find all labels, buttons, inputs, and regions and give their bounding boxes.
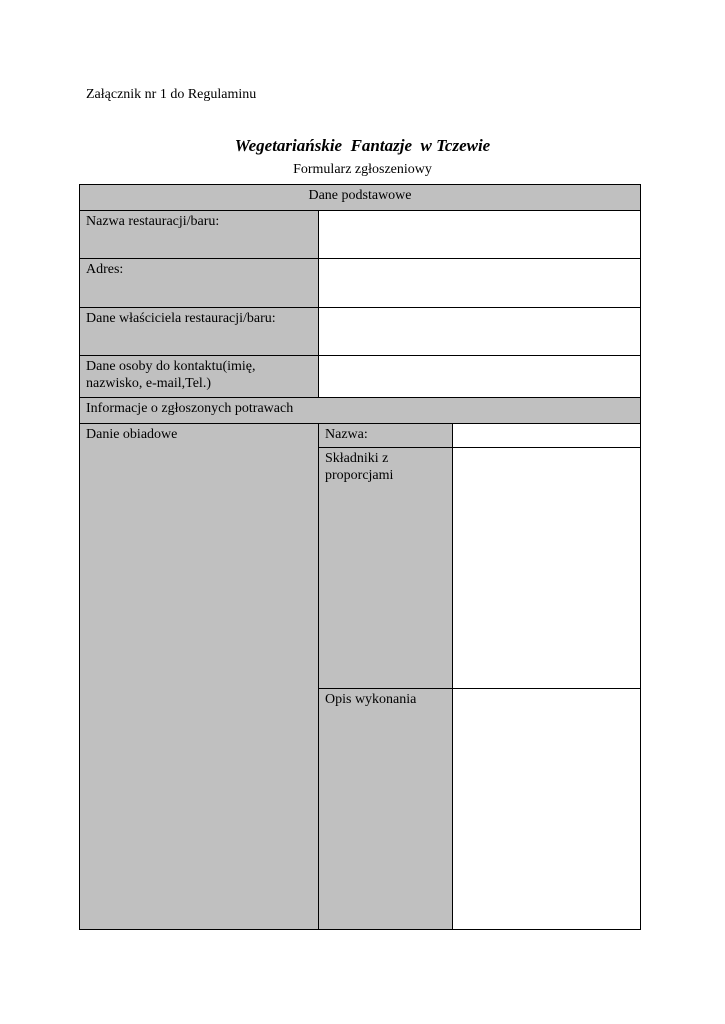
preparation-label: Opis wykonania xyxy=(318,688,453,930)
ingredients-label: Składniki z proporcjami xyxy=(318,447,453,689)
preparation-field[interactable] xyxy=(452,688,641,930)
document-title: Wegetariańskie Fantazje w Tczewie xyxy=(234,136,491,155)
ingredients-field[interactable] xyxy=(452,447,641,689)
dish-category-label: Danie obiadowe xyxy=(79,423,319,930)
restaurant-name-label: Nazwa restauracji/baru: xyxy=(79,210,319,259)
application-form-table xyxy=(79,184,641,930)
address-field[interactable] xyxy=(318,258,641,308)
contact-person-label: Dane osoby do kontaktu(imię, nazwisko, e-mail,Tel.) xyxy=(79,355,319,398)
dish-name-label: Nazwa: xyxy=(318,423,453,448)
contact-person-field[interactable] xyxy=(318,355,641,398)
attachment-note: Załącznik nr 1 do Regulaminu xyxy=(86,87,257,102)
section-dishes-header: Informacje o zgłoszonych potrawach xyxy=(79,397,641,424)
section-basic-header: Dane podstawowe xyxy=(79,184,641,211)
restaurant-name-field[interactable] xyxy=(318,210,641,259)
dish-name-field[interactable] xyxy=(452,423,641,448)
address-label: Adres: xyxy=(79,258,319,308)
owner-details-field[interactable] xyxy=(318,307,641,356)
owner-details-label: Dane właściciela restauracji/baru: xyxy=(79,307,319,356)
document-subtitle: Formularz zgłoszeniowy xyxy=(293,162,432,177)
